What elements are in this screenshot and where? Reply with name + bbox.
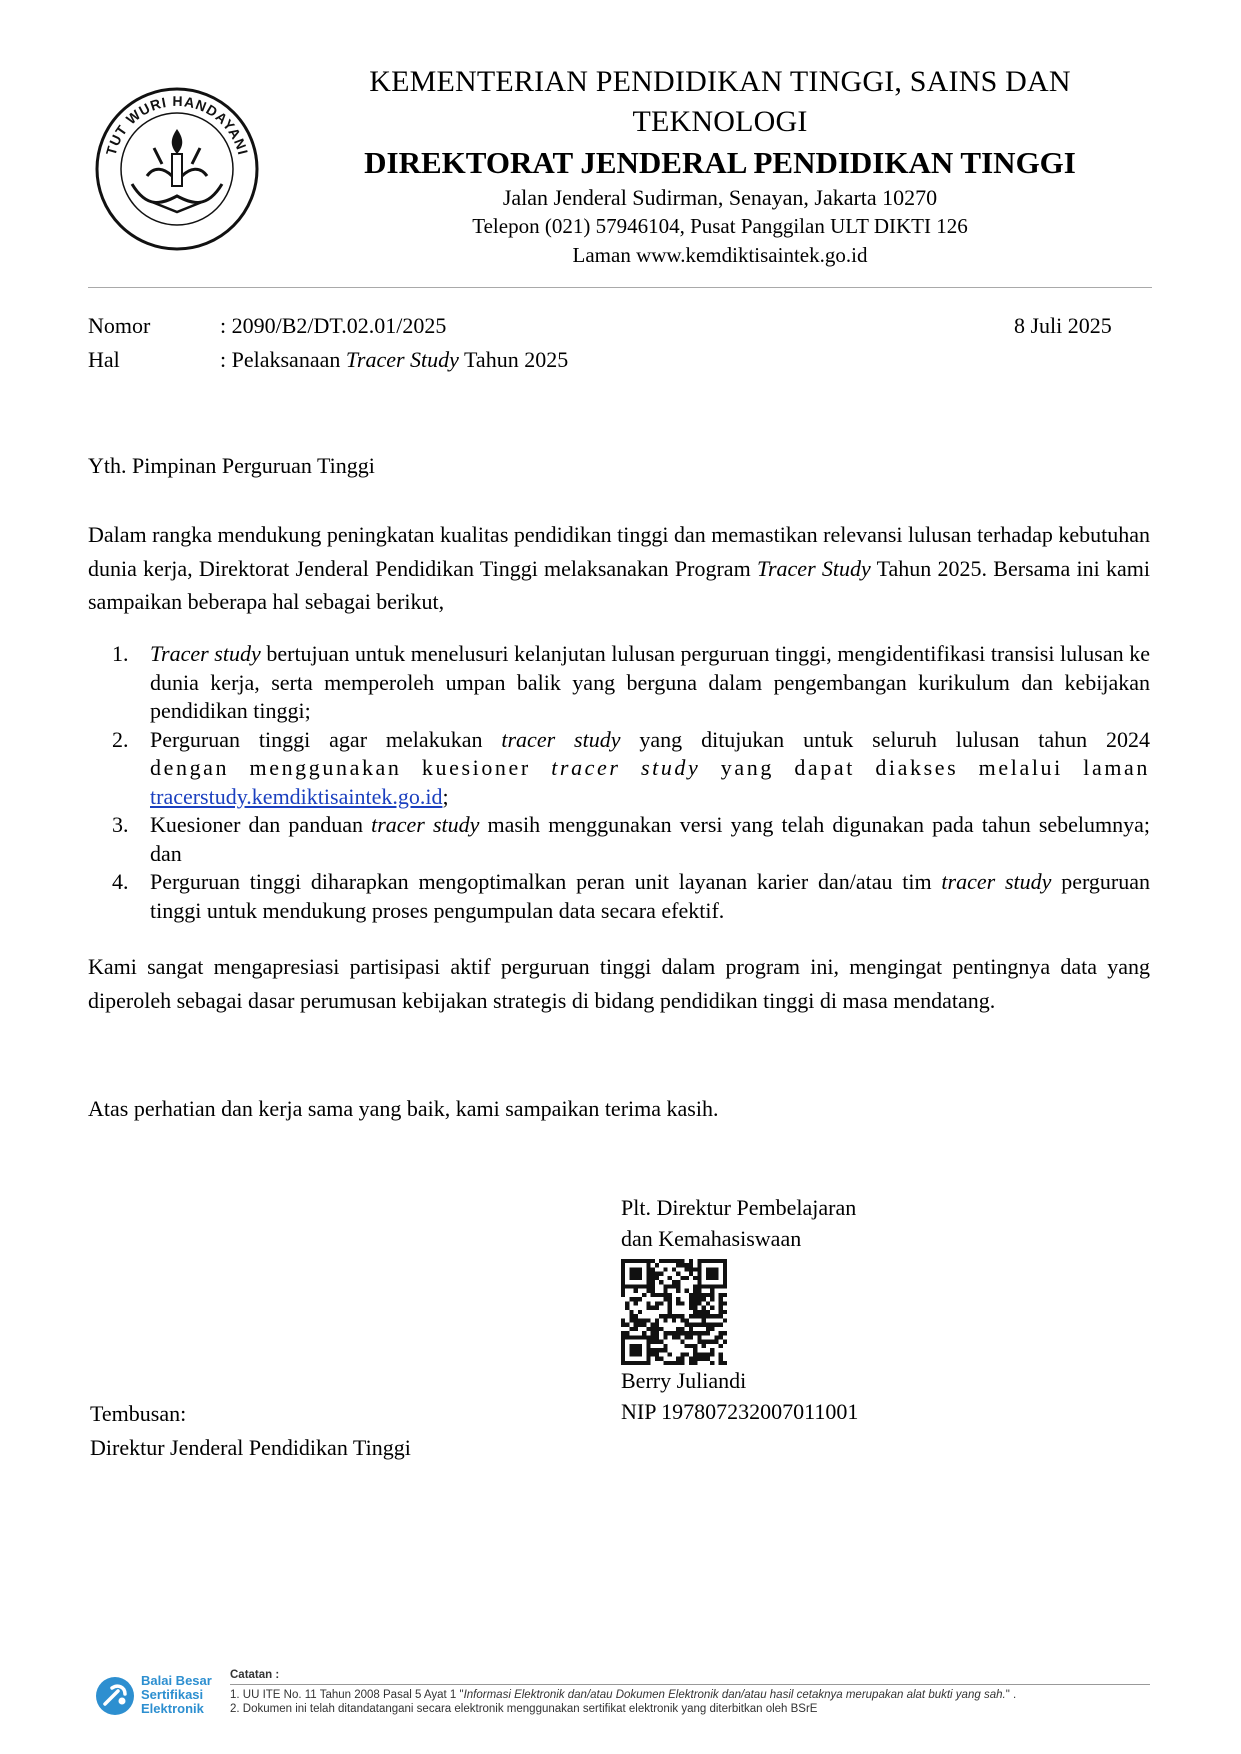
letterhead bbox=[320, 62, 1120, 270]
tut-wuri-handayani-logo bbox=[92, 84, 262, 254]
nomor-label: Nomor bbox=[88, 313, 151, 338]
closing-paragraph: Atas perhatian dan kerja sama yang baik, kami sampaikan terima kasih. bbox=[88, 1096, 719, 1121]
ministry-name: KEMENTERIAN PENDIDIKAN TINGGI, SAINS DAN bbox=[369, 65, 1071, 98]
footer-notes bbox=[230, 1668, 1150, 1716]
cc-label: Tembusan: bbox=[90, 1401, 187, 1426]
address: Jalan Jenderal Sudirman, Senayan, Jakarta 10270 bbox=[502, 185, 938, 210]
intro-paragraph: Dalam rangka mendukung peningkatan kualitas pendidikan tinggi dan memastikan relevansi lulusan terhadap kebutuhan dunia kerja, Direktorat Jenderal Pendidikan Tinggi melaksanakan Program Tracer Study Tahun 2025. Bersama ini kami sampaikan beberapa hal sebagai berikut, bbox=[88, 522, 1150, 614]
note-2: 2. Dokumen ini telah ditandatangani secara elektronik menggunakan sertifikat elektronik yang diterbitkan oleh BSrE bbox=[230, 1703, 818, 1715]
bsre-logo-icon bbox=[94, 1675, 136, 1717]
directorate-name: DIREKTORAT JENDERAL PENDIDIKAN TINGGI bbox=[364, 145, 1076, 180]
list-item: 2. Perguruan tinggi agar melakukan tracer study yang ditujukan untuk seluruh lulusan tahun 2024 dengan menggunakan kuesioner tracer study yang dapat diakses melalui laman tracerstudy.kemdiktisaintek.go.id; bbox=[112, 726, 1151, 809]
points-list bbox=[112, 640, 1150, 925]
list-item: 3. Kuesioner dan panduan tracer study masih menggunakan versi yang telah digunakan pada tahun sebelumnya; dan bbox=[112, 812, 1151, 866]
signatory bbox=[621, 1365, 858, 1427]
signatory-name: Berry Juliandi bbox=[621, 1368, 747, 1393]
hal-value: : Pelaksanaan Tracer Study Tahun 2025 bbox=[220, 347, 569, 372]
nomor-row bbox=[0, 310, 900, 342]
note-1: 1. UU ITE No. 11 Tahun 2008 Pasal 5 Ayat 1 "Informasi Elektronik dan/atau Dokumen Elektronik dan/atau hasil cetaknya merupakan alat bukti yang sah." . bbox=[230, 1689, 1017, 1701]
website: Laman www.kemdiktisaintek.go.id bbox=[572, 243, 868, 267]
appreciation-paragraph: Kami sangat mengapresiasi partisipasi aktif perguruan tinggi dalam program ini, mengingat pentingnya data yang diperoleh sebagai dasar perumusan kebijakan strategis di bidang pendidikan tinggi di masa mendatang. bbox=[88, 954, 1150, 1013]
svg-text:TUT WURI HANDAYANI: TUT WURI HANDAYANI bbox=[102, 92, 252, 158]
list-item: 4. Perguruan tinggi diharapkan mengoptimalkan peran unit layanan karier dan/atau tim tracer study perguruan tinggi untuk mendukung proses pengumpulan data secara efektif. bbox=[112, 869, 1150, 923]
header-divider bbox=[88, 287, 1152, 288]
signature-qr-code bbox=[621, 1259, 727, 1365]
signatory-nip: NIP 197807232007011001 bbox=[621, 1399, 859, 1424]
hal-label: Hal bbox=[88, 347, 120, 372]
tracer-study-link[interactable]: tracerstudy.kemdiktisaintek.go.id bbox=[150, 783, 443, 809]
notes-label: Catatan : bbox=[230, 1669, 280, 1681]
phone: Telepon (021) 57946104, Pusat Panggilan ULT DIKTI 126 bbox=[472, 214, 968, 238]
recipient: Yth. Pimpinan Perguruan Tinggi bbox=[88, 453, 375, 478]
cc-recipient: Direktur Jenderal Pendidikan Tinggi bbox=[90, 1435, 411, 1460]
ministry-name-line2: TEKNOLOGI bbox=[632, 105, 808, 138]
list-item: 1. Tracer study bertujuan untuk menelusuri kelanjutan lulusan perguruan tinggi, mengidentifikasi transisi lulusan ke dunia kerja, serta memperoleh umpan balik yang berguna dalam pengembangan kurikulum dan kebijakan pendidikan tinggi; bbox=[112, 641, 1150, 723]
hal-row bbox=[0, 344, 900, 376]
signatory-title: Plt. Direktur Pembelajaran dan Kemahasiswaan bbox=[621, 1195, 857, 1251]
nomor-value: : 2090/B2/DT.02.01/2025 bbox=[220, 313, 447, 338]
carbon-copy bbox=[90, 1397, 411, 1465]
bsre-name: Balai Besar Sertifikasi Elektronik bbox=[141, 1673, 212, 1716]
letter-date: 8 Juli 2025 bbox=[1014, 313, 1112, 338]
